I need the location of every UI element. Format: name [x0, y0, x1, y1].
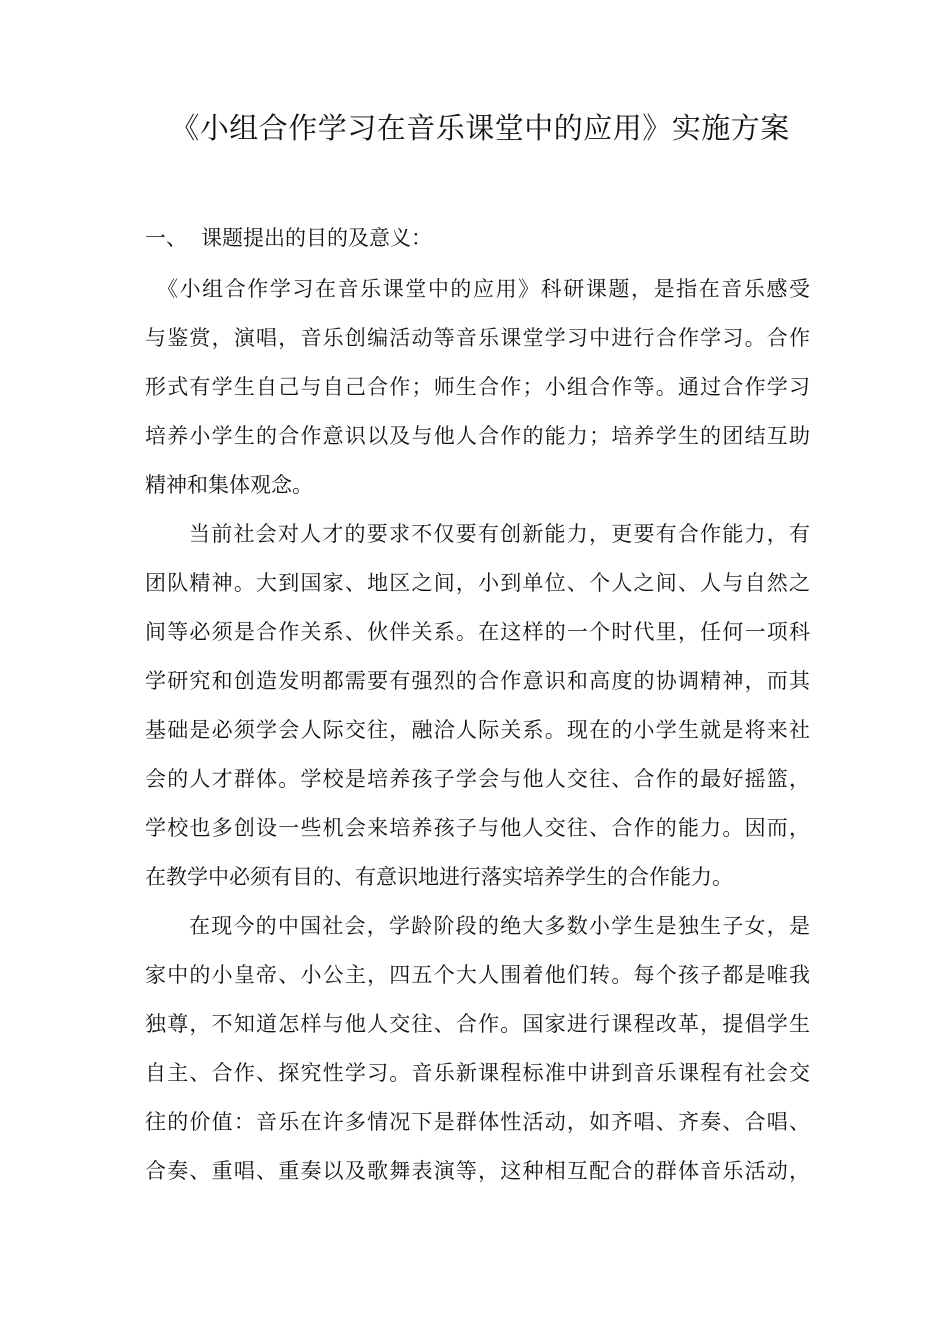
text-line: 独尊，不知道怎样与他人交往、合作。国家进行课程改革，提倡学生 [145, 1012, 810, 1036]
text-line: 家中的小皇帝、小公主，四五个大人围着他们转。每个孩子都是唯我 [145, 963, 810, 987]
text-line: 学研究和创造发明都需要有强烈的合作意识和高度的协调精神，而其 [145, 669, 810, 693]
paragraph-3 [145, 902, 810, 1196]
text-line: 形式有学生自己与自己合作；师生合作；小组合作等。通过合作学习 [145, 375, 810, 399]
text-line: 学校也多创设一些机会来培养孩子与他人交往、合作的能力。因而， [145, 816, 810, 840]
text-line: 在教学中必须有目的、有意识地进行落实培养学生的合作能力。 [145, 865, 733, 889]
text-line: 培养小学生的合作意识以及与他人合作的能力；培养学生的团结互助 [145, 424, 810, 448]
paragraph-1 [145, 265, 810, 510]
text-line: 会的人才群体。学校是培养孩子学会与他人交往、合作的最好摇篮， [145, 767, 810, 791]
section-heading-text: 课题提出的目的及意义： [201, 226, 432, 250]
text-line: 在现今的中国社会，学龄阶段的绝大多数小学生是独生子女，是 [189, 914, 810, 938]
text-line: 当前社会对人才的要求不仅要有创新能力，更要有合作能力，有 [189, 522, 810, 546]
paragraph-2 [145, 510, 810, 902]
document-title: 《小组合作学习在音乐课堂中的应用》实施方案 [170, 111, 790, 145]
section-heading [145, 218, 432, 258]
text-line: 基础是必须学会人际交往，融洽人际关系。现在的小学生就是将来社 [145, 718, 810, 742]
text-line: 自主、合作、探究性学习。音乐新课程标准中讲到音乐课程有社会交 [145, 1061, 810, 1085]
text-line: 间等必须是合作关系、伙伴关系。在这样的一个时代里，任何一项科 [145, 620, 810, 644]
text-line: 精神和集体观念。 [145, 473, 313, 497]
text-line: 团队精神。大到国家、地区之间，小到单位、个人之间、人与自然之 [145, 571, 810, 595]
section-number: 一、 [145, 226, 187, 250]
text-line: 《小组合作学习在音乐课堂中的应用》科研课题，是指在音乐感受 [157, 277, 810, 301]
text-line: 合奏、重唱、重奏以及歌舞表演等，这种相互配合的群体音乐活动， [145, 1159, 810, 1183]
text-line: 与鉴赏，演唱，音乐创编活动等音乐课堂学习中进行合作学习。合作 [145, 326, 810, 350]
text-line: 往的价值：音乐在许多情况下是群体性活动，如齐唱、齐奏、合唱、 [145, 1110, 810, 1134]
